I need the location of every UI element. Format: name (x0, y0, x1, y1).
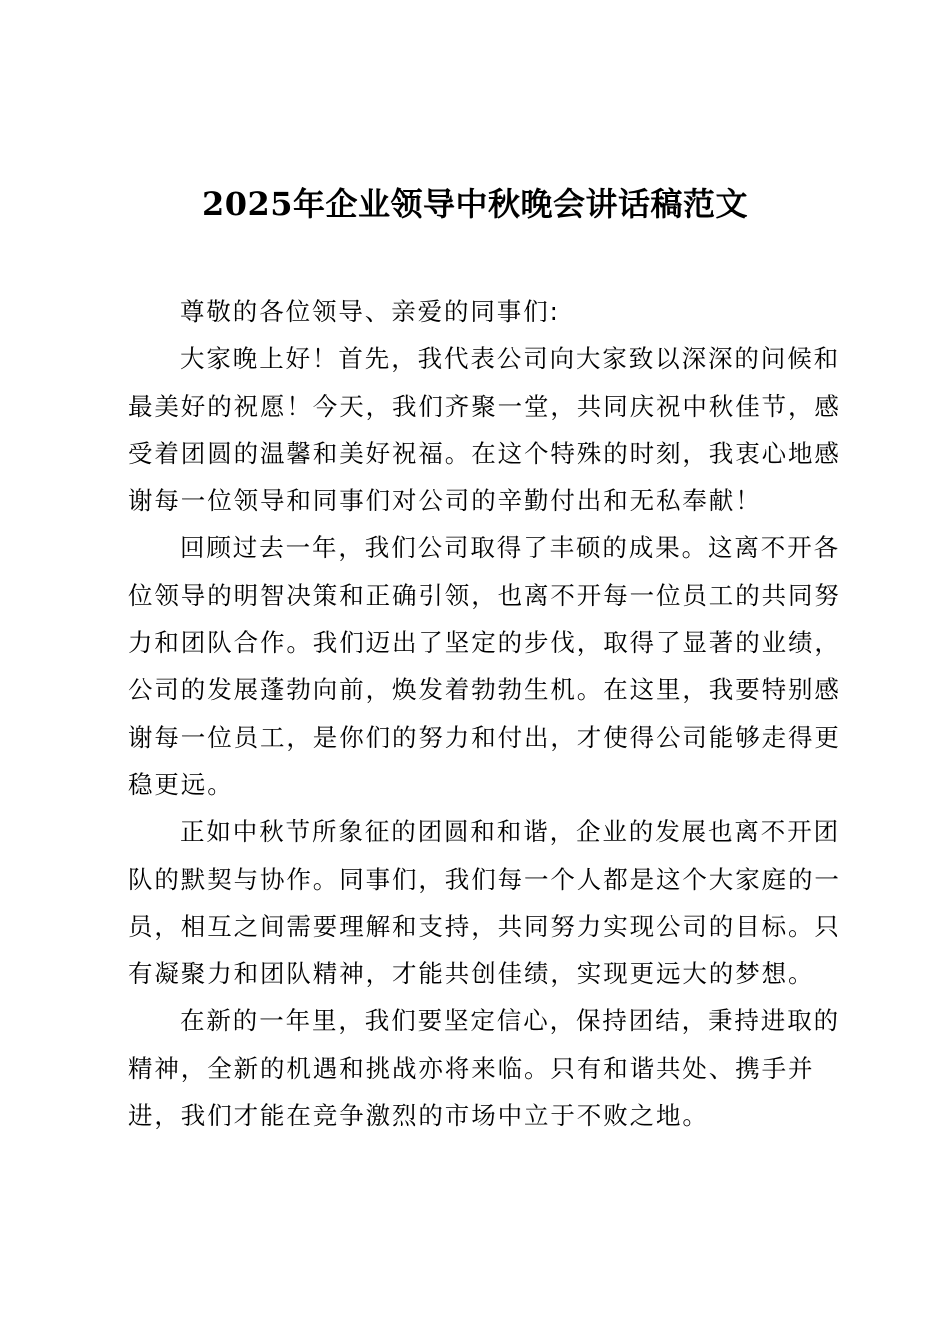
text-line: 位领导的明智决策和正确引领，也离不开每一位员工的共同努 (128, 580, 841, 610)
document-body (128, 288, 841, 1139)
paragraph-greeting (128, 335, 841, 524)
text-line: 回顾过去一年，我们公司取得了丰硕的成果。这离不开各 (180, 533, 840, 563)
text-line: 力和团队合作。我们迈出了坚定的步伐，取得了显著的业绩， (128, 628, 841, 658)
text-line: 有凝聚力和团队精神，才能共创佳绩，实现更远大的梦想。 (128, 959, 815, 989)
text-line: 谢每一位员工，是你们的努力和付出，才使得公司能够走得更 (128, 722, 841, 752)
text-line: 尊敬的各位领导、亲爱的同事们: (180, 297, 560, 326)
paragraph-review (128, 524, 841, 808)
text-line: 最美好的祝愿！今天，我们齐聚一堂，共同庆祝中秋佳节，感 (128, 391, 841, 421)
paragraph-teamwork (128, 808, 841, 997)
text-line: 员，相互之间需要理解和支持，共同努力实现公司的目标。只 (128, 911, 841, 941)
document-title: 2025年企业领导中秋晚会讲话稿范文 (201, 185, 749, 223)
text-line: 进，我们才能在竞争激烈的市场中立于不败之地。 (128, 1101, 709, 1131)
text-line: 公司的发展蓬勃向前，焕发着勃勃生机。在这里，我要特别感 (128, 675, 841, 705)
text-line: 大家晚上好！首先，我代表公司向大家致以深深的问候和 (180, 344, 840, 374)
text-line: 精神，全新的机遇和挑战亦将来临。只有和谐共处、携手并 (128, 1053, 815, 1083)
paragraph-salutation (128, 288, 828, 335)
text-line: 队的默契与协作。同事们，我们每一个人都是这个大家庭的一 (128, 864, 841, 894)
text-line: 在新的一年里，我们要坚定信心，保持团结，秉持进取的 (180, 1006, 840, 1036)
text-line: 受着团圆的温馨和美好祝福。在这个特殊的时刻，我衷心地感 (128, 438, 841, 468)
text-line: 稳更远。 (128, 769, 234, 799)
paragraph-outlook (128, 997, 840, 1139)
text-line: 正如中秋节所象征的团圆和和谐，企业的发展也离不开团 (180, 817, 840, 847)
text-line: 谢每一位领导和同事们对公司的辛勤付出和无私奉献！ (128, 486, 762, 516)
